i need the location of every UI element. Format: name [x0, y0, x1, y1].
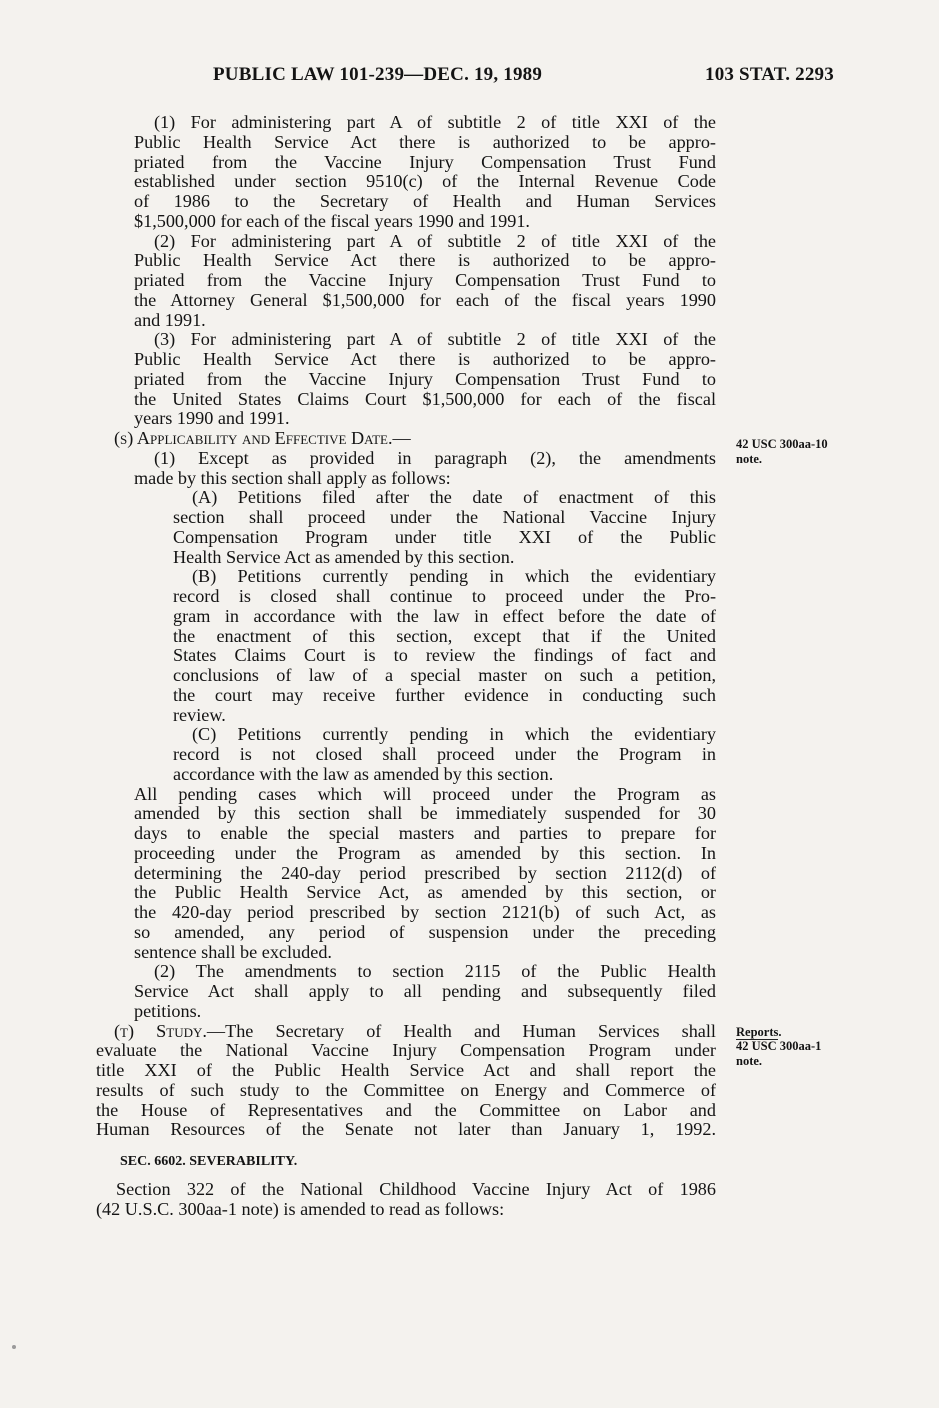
study-text: The Secretary of Health and Human Services shall [225, 1021, 716, 1041]
text-line: results of such study to the Committee on Energy and Commerce of [96, 1080, 716, 1100]
margin-note-note: note. [736, 452, 763, 466]
text-line: Human Resources of the Senate not later than January 1, 1992. [96, 1120, 716, 1140]
text-line: title XXI of the Public Health Service Act and shall report the [96, 1061, 716, 1080]
text-line: section shall proceed under the National Vaccine Injury [173, 508, 716, 527]
text-line: priated from the Vaccine Injury Compensation Trust Fund [134, 152, 716, 172]
text-line: Compensation Program under title XXI of the Public [173, 527, 716, 547]
study-heading: (t) Study.— [114, 1021, 226, 1041]
text-line: (2) The amendments to section 2115 of the Public Health [154, 962, 716, 982]
text-line: the Public Health Service Act, as amended by this section, or [134, 883, 716, 903]
text-line: States Claims Court is to review the findings of fact and [173, 646, 716, 666]
text-line: conclusions of law of a special master on such a petition, [173, 666, 716, 685]
margin-note-note-2: note. [736, 1054, 763, 1068]
section-body [0, 1180, 939, 1220]
text-line: sentence shall be excluded. [134, 941, 332, 962]
text-line: (A) Petitions filed after the date of enactment of this [192, 488, 716, 508]
text-line: (1) For administering part A of subtitle 2 of title XXI of the [154, 113, 716, 132]
text-line: All pending cases which will proceed under the Program as [134, 784, 716, 804]
margin-note-usc-2: 42 USC 300aa-1 [736, 1039, 822, 1053]
text-line: established under section 9510(c) of the Internal Revenue Code [134, 172, 716, 192]
text-line: Service Act shall apply to all pending and subsequently filed [134, 982, 716, 1001]
text-line: $1,500,000 for each of the fiscal years 1990 and 1991. [134, 210, 530, 231]
text-line: years 1990 and 1991. [134, 408, 290, 429]
text-line: so amended, any period of suspension under the preceding [134, 922, 716, 942]
text-line: days to enable the special masters and parties to prepare for [134, 824, 716, 843]
section-heading: SEC. 6602. SEVERABILITY. [120, 1154, 298, 1169]
text-line: Public Health Service Act there is authorized to be appro- [134, 132, 716, 152]
running-header-right: 103 STAT. 2293 [705, 64, 834, 85]
text-line: review. [173, 704, 226, 725]
text-line: determining the 240-day period prescribed by section 2112(d) of [134, 863, 716, 883]
text-line: (2) For administering part A of subtitle 2 of title XXI of the [154, 231, 716, 251]
text-line: (C) Petitions currently pending in which the evidentiary [192, 725, 716, 745]
text-line: and 1991. [134, 309, 206, 330]
text-line: Public Health Service Act there is authorized to be appro- [134, 251, 716, 271]
text-line: record is not closed shall proceed under the Program in [173, 745, 716, 764]
text-line: (42 U.S.C. 300aa-1 note) is amended to read as follows: [96, 1198, 505, 1219]
text-line: (B) Petitions currently pending in which the evidentiary [192, 567, 716, 587]
text-line: made by this section shall apply as follows: [134, 467, 451, 488]
text-line: accordance with the law as amended by this section. [173, 763, 554, 784]
text-line: the House of Representatives and the Committee on Labor and [96, 1100, 716, 1120]
text-line: Public Health Service Act there is authorized to be appro- [134, 350, 716, 369]
text-line: Health Service Act as amended by this section. [173, 546, 515, 567]
text-line: Section 322 of the National Childhood Vaccine Injury Act of 1986 [116, 1180, 716, 1199]
text-line: the 420-day period prescribed by section 2121(b) of such Act, as [134, 903, 716, 922]
text-line: amended by this section shall be immediately suspended for 30 [134, 804, 716, 824]
text-line: (1) Except as provided in paragraph (2), the amendments [154, 448, 716, 468]
text-line: (s) Applicability and Effective Date.— [114, 428, 411, 448]
running-header-left: PUBLIC LAW 101-239—DEC. 19, 1989 [213, 64, 543, 85]
text-line: priated from the Vaccine Injury Compensation Trust Fund to [134, 369, 716, 389]
text-line: priated from the Vaccine Injury Compensation Trust Fund to [134, 271, 716, 290]
text-line: evaluate the National Vaccine Injury Compensation Program under [96, 1041, 716, 1061]
text-line: gram in accordance with the law in effect before the date of [173, 606, 716, 626]
margin-note-usc: 42 USC 300aa-10 [736, 437, 828, 451]
text-line: petitions. [134, 1000, 202, 1021]
text-line: the enactment of this section, except that if the United [173, 626, 716, 646]
text-line: the United States Claims Court $1,500,000 for each of the fiscal [134, 389, 716, 409]
text-line: record is closed shall continue to proceed under the Pro- [173, 587, 716, 606]
text-line: proceeding under the Program as amended by this section. In [134, 843, 716, 863]
text-line: the Attorney General $1,500,000 for each of the fiscal years 1990 [134, 290, 716, 310]
text-line: (3) For administering part A of subtitle 2 of title XXI of the [154, 330, 716, 350]
scan-speck [12, 1345, 16, 1349]
text-line: of 1986 to the Secretary of Health and Human Services [134, 192, 716, 211]
text-line: the court may receive further evidence in conducting such [173, 685, 716, 705]
body-text [0, 113, 939, 1140]
margin-note-reports: Reports. [736, 1025, 782, 1039]
